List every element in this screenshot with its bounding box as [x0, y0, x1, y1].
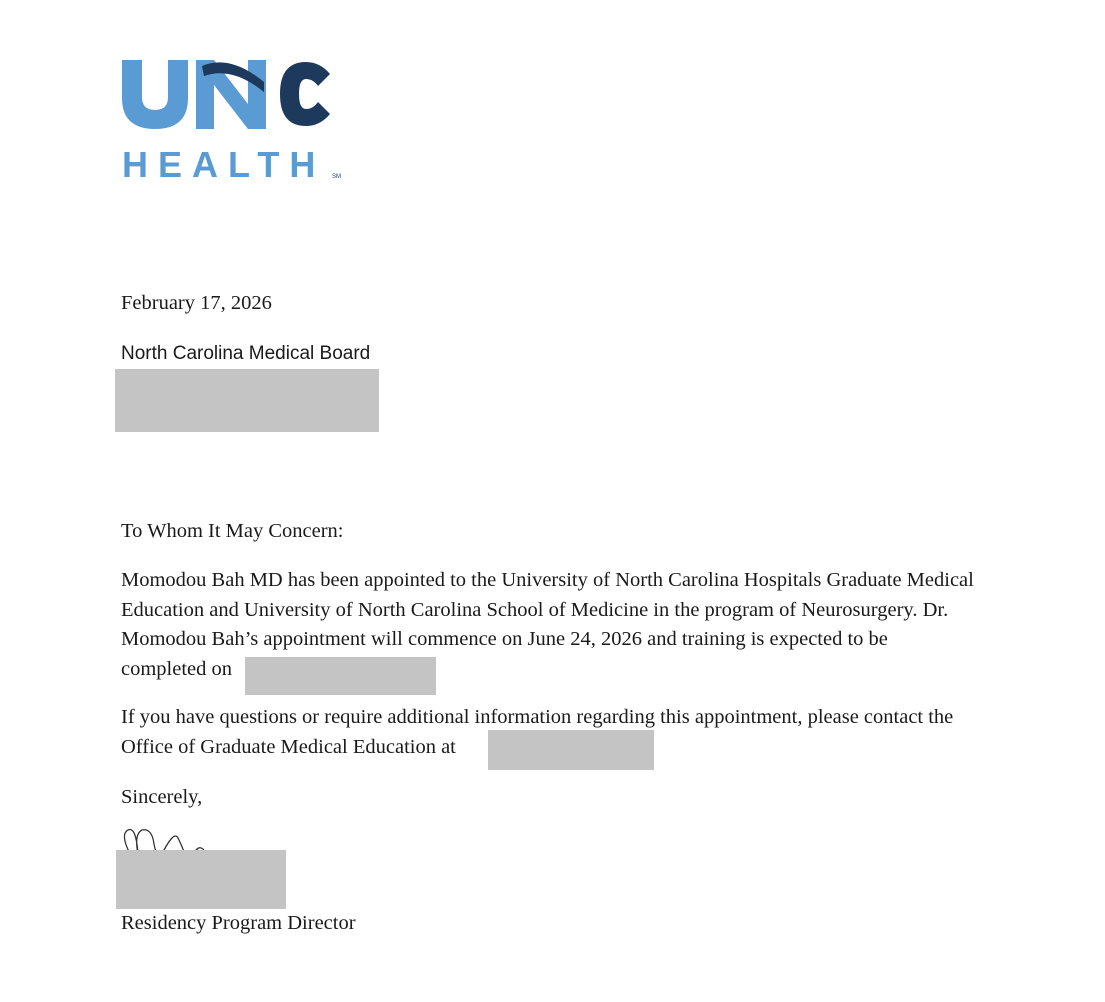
- redacted-contact-info: [488, 730, 654, 770]
- contact-line-1: If you have questions or require additional information regarding this appointment, please contact the: [121, 706, 954, 728]
- logo-letter-u: [122, 60, 188, 129]
- logo-letter-c: [280, 62, 330, 126]
- redacted-address: [115, 369, 379, 432]
- recipient-name: North Carolina Medical Board: [121, 343, 371, 364]
- salutation: To Whom It May Concern:: [121, 520, 344, 542]
- logo-service-mark: SM: [332, 174, 341, 180]
- logo-subtitle: HEALTH: [122, 144, 326, 185]
- unc-health-logo-graphic: [118, 52, 358, 187]
- appointment-line-1: Momodou Bah MD has been appointed to the University of North Carolina Hospitals Graduate Medical: [121, 569, 974, 591]
- redacted-signer-name: [116, 850, 286, 909]
- closing: Sincerely,: [121, 786, 203, 808]
- unc-health-logo: [118, 52, 358, 187]
- appointment-line-3: Momodou Bah’s appointment will commence on June 24, 2026 and training is expected to be: [121, 628, 888, 650]
- redacted-completion-date: [245, 657, 436, 695]
- contact-line-2: Office of Graduate Medical Education at: [121, 735, 456, 758]
- appointment-line-4: completed on: [121, 657, 233, 680]
- appointment-line-2: Education and University of North Carolina School of Medicine in the program of Neurosurgery. Dr.: [121, 598, 949, 621]
- signer-title: Residency Program Director: [121, 912, 356, 934]
- letter-date: February 17, 2026: [121, 292, 272, 314]
